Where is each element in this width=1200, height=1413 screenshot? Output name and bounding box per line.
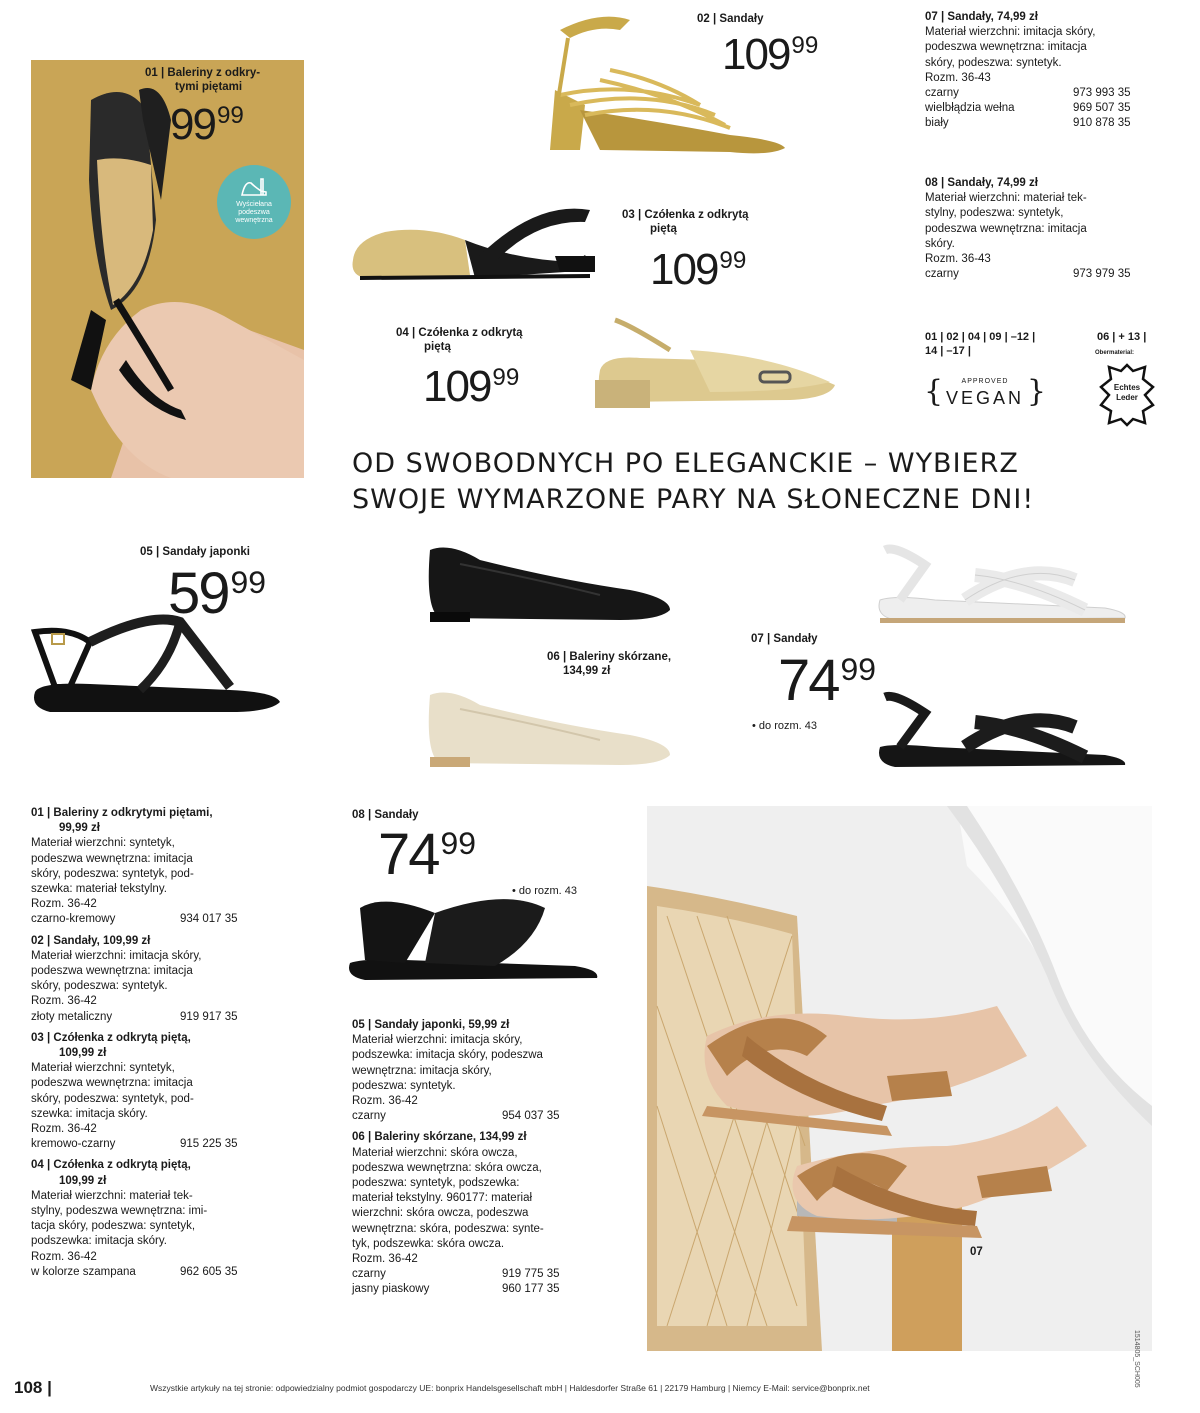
desc-line: szewka: imitacja skóry.	[31, 1107, 148, 1120]
product-07-image-white	[875, 540, 1130, 630]
product-05-label: 05 | Sandały japonki	[140, 546, 250, 558]
variant-color: czarno-kremowy	[31, 913, 116, 926]
product-08-note: • do rozm. 43	[512, 885, 577, 897]
headline-line-1: OD SWOBODNYCH PO ELEGANCKIE – WYBIERZ	[352, 448, 1019, 479]
product-02-price	[722, 30, 819, 79]
desc-line: wierzchni: skóra owcza, podeszwa	[352, 1207, 529, 1220]
product-05-price-main: 59	[168, 561, 229, 626]
variant-row	[925, 116, 1150, 131]
desc-04-price: 109,99 zł	[59, 1174, 107, 1187]
desc-line: tacja skóry, podeszwa: syntetyk,	[31, 1220, 196, 1233]
product-02-label: 02 | Sandały	[697, 13, 764, 25]
product-01-num: 01	[145, 67, 158, 79]
product-04-price	[423, 362, 520, 411]
description-07-top: 07 | Sandały, 74,99 zł Materiał wierzchni: imitacja skóry, podeszwa wewnętrzna: imitacja skóry, podeszwa: syntetyk. Rozm. 36-43 czarny 973 993 35 wielbłądzia wełna 969 507 35 biały 910 878 35	[925, 10, 1150, 132]
footer-legal: Wszystkie artykuły na tej stronie: odpowiedzialny podmiot gospodarczy UE: bonprix Handelsgesellschaft mbH | Haldesdorfer Straße 61 | 22179 Hamburg | Niemcy E-Mail: service@bonprix.net	[150, 1383, 870, 1393]
desc-07-line: podeszwa wewnętrzna: imitacja	[925, 41, 1087, 54]
desc-line: Materiał wierzchni: imitacja skóry,	[352, 1034, 523, 1047]
desc-line: podeszwa wewnętrzna: skóra owcza,	[352, 1161, 542, 1174]
leather-legend-numbers: 06 | + 13 |	[1097, 331, 1147, 343]
variant-row	[31, 912, 256, 927]
variant-color: czarny	[352, 1268, 386, 1281]
product-08-price	[378, 822, 476, 887]
photo-07-illustration	[647, 806, 1152, 1351]
product-03-price-cents: 99	[719, 247, 747, 275]
desc-07-num: 07	[925, 11, 938, 23]
variant-code: 973 993 35	[1073, 87, 1131, 100]
product-08-image	[345, 888, 605, 988]
leather-text-2: Leder	[1116, 393, 1138, 402]
headline	[352, 446, 1034, 518]
desc-03-price: 109,99 zł	[59, 1047, 107, 1060]
desc-02-title: Sandały, 109,99 zł	[53, 934, 151, 947]
vegan-word: VEGAN	[945, 388, 1025, 408]
variant-row	[352, 1282, 602, 1297]
desc-04-num: 04	[31, 1159, 44, 1172]
product-08-num: 08	[352, 809, 365, 821]
product-01-price	[170, 100, 244, 149]
product-07-image-black	[875, 685, 1130, 775]
product-07-num: 07	[751, 633, 764, 645]
description-08-top: 08 | Sandały, 74,99 zł Materiał wierzchni: materiał tek- stylny, podeszwa: syntetyk, podeszwa wewnętrzna: imitacja skóry. Rozm. 36-43 czarny 973 979 35	[925, 176, 1150, 282]
desc-03-title: Czółenka z odkrytą piętą,	[53, 1031, 191, 1044]
product-03-num: 03	[622, 209, 635, 221]
variant-row	[31, 1010, 256, 1025]
product-05-name: Sandały japonki	[162, 546, 250, 558]
product-04-label: 04 | Czółenka z odkrytą piętą	[396, 327, 523, 353]
product-03-price	[650, 245, 747, 294]
product-01-name-1: Baleriny z odkry-	[167, 67, 261, 79]
desc-line: Rozm. 36-42	[352, 1253, 418, 1266]
variant-code: 934 017 35	[180, 913, 238, 926]
variant-color: biały	[925, 117, 949, 130]
desc-05-num: 05	[352, 1019, 365, 1031]
product-04-name-2: piętą	[424, 341, 451, 353]
desc-08-line: Rozm. 36-43	[925, 253, 991, 266]
product-04-price-cents: 99	[492, 364, 520, 392]
variant-code: 910 878 35	[1073, 117, 1131, 130]
product-06-label: 06 | Baleriny skórzane, 134,99 zł	[547, 651, 672, 677]
desc-line: Rozm. 36-42	[31, 1250, 97, 1263]
desc-08-title: Sandały, 74,99 zł	[947, 177, 1038, 189]
variant-color: czarny	[925, 87, 959, 100]
vegan-logo: { } APPROVED VEGAN	[924, 374, 1046, 409]
variant-code: 954 037 35	[502, 1110, 560, 1123]
variant-color: czarny	[352, 1110, 386, 1123]
product-06-name-1: Baleriny skórzane,	[569, 651, 672, 663]
product-02-price-main: 109	[722, 30, 790, 79]
variant-row	[925, 86, 1150, 101]
variant-color: złoty metaliczny	[31, 1010, 113, 1023]
padded-insole-badge	[217, 165, 291, 239]
desc-05-title: Sandały japonki, 59,99 zł	[374, 1019, 510, 1031]
desc-08-num: 08	[925, 177, 938, 189]
product-06-image-black	[420, 540, 675, 630]
desc-line: wewnętrzna: skóra, podeszwa: synte-	[352, 1222, 544, 1235]
variant-color: wielbłądzia wełna	[925, 102, 1015, 115]
leather-icon-text	[1099, 383, 1155, 403]
desc-08-line: skóry.	[925, 237, 955, 250]
product-04-price-main: 109	[423, 362, 491, 411]
variant-color: kremowo-czarny	[31, 1138, 116, 1151]
product-07-price-main: 74	[778, 648, 839, 713]
page-number: 108 |	[14, 1378, 52, 1397]
product-05-price-cents: 99	[230, 563, 266, 600]
variant-row	[925, 267, 1150, 282]
desc-line: Materiał wierzchni: syntetyk,	[31, 837, 175, 850]
desc-line: podeszwa: syntetyk, podszewka:	[352, 1177, 520, 1190]
vegan-approved-small: APPROVED	[961, 378, 1009, 385]
variant-code: 973 979 35	[1073, 268, 1131, 281]
product-08-price-cents: 99	[440, 824, 476, 861]
vegan-legend-numbers	[925, 330, 1035, 358]
desc-line: podszewka: imitacja skóry.	[31, 1235, 167, 1248]
product-04-num: 04	[396, 327, 409, 339]
description-06: 06 | Baleriny skórzane, 134,99 zł Materiał wierzchni: skóra owcza, podeszwa wewnętrzna: skóra owcza, podeszwa: syntetyk, podszewka: materiał tekstylny. 960177: materiał wierzchni: skóra owcza, podeszwa wewnętrzna: skóra, podeszwa: synte- tyk, podszewka: skóra owcza. Rozm. 36-42 czarny 919 775 35 jasny piaskowy 960 177 35	[352, 1130, 602, 1297]
photo-01	[31, 60, 304, 478]
product-03-name-1: Czółenka z odkrytą	[644, 209, 749, 221]
product-07-name: Sandały	[773, 633, 818, 645]
product-01-label: 01 | Baleriny z odkry- tymi piętami	[145, 67, 261, 93]
desc-08-line: stylny, podeszwa: syntetyk,	[925, 207, 1064, 220]
description-column-mid	[352, 1018, 602, 1298]
variant-code: 962 605 35	[180, 1265, 238, 1278]
product-01-price-main: 99	[170, 100, 215, 149]
desc-line: skóry, podeszwa: syntetyk, pod-	[31, 867, 194, 880]
desc-line: Materiał wierzchni: imitacja skóry,	[31, 949, 202, 962]
product-03-name-2: piętą	[650, 223, 677, 235]
product-02-num: 02	[697, 13, 710, 25]
photo-01-illustration	[31, 60, 304, 478]
desc-line: Materiał wierzchni: materiał tek-	[31, 1189, 193, 1202]
product-03-price-main: 109	[650, 245, 718, 294]
desc-line: podeszwa wewnętrzna: imitacja	[31, 852, 193, 865]
desc-line: Rozm. 36-42	[31, 898, 97, 911]
desc-line: podeszwa: syntetyk.	[352, 1079, 456, 1092]
desc-01-price: 99,99 zł	[59, 822, 100, 835]
product-02-price-cents: 99	[791, 32, 819, 60]
product-07-note: • do rozm. 43	[752, 720, 817, 732]
product-03-image	[345, 200, 605, 290]
variant-code: 919 775 35	[502, 1268, 560, 1281]
high-heel-icon	[239, 175, 269, 199]
desc-07-line: Rozm. 36-43	[925, 71, 991, 84]
product-04-image	[590, 310, 840, 410]
desc-line: podeszwa wewnętrzna: imitacja	[31, 1077, 193, 1090]
product-08-price-main: 74	[378, 822, 439, 887]
desc-07-line: Materiał wierzchni: imitacja skóry,	[925, 26, 1096, 39]
desc-line: podszewka: imitacja skóry, podeszwa	[352, 1049, 543, 1062]
product-07-price-cents: 99	[840, 650, 876, 687]
variant-color: w kolorze szampana	[31, 1265, 136, 1278]
product-07-price	[778, 648, 876, 713]
variant-color: czarny	[925, 268, 959, 281]
desc-06-title: Baleriny skórzane, 134,99 zł	[374, 1131, 527, 1144]
product-08-name: Sandały	[374, 809, 419, 821]
description-column-left	[31, 806, 256, 1280]
product-01-price-cents: 99	[216, 102, 244, 130]
product-08-label: 08 | Sandały	[352, 809, 419, 821]
product-01-name-2: tymi piętami	[175, 81, 243, 93]
description-05: 05 | Sandały japonki, 59,99 zł Materiał wierzchni: imitacja skóry, podszewka: imitacja skóry, podeszwa wewnętrzna: imitacja skóry, podeszwa: syntetyk. Rozm. 36-42 czarny 954 037 35	[352, 1018, 602, 1124]
desc-08-line: podeszwa wewnętrzna: imitacja	[925, 222, 1087, 235]
variant-code: 969 507 35	[1073, 102, 1131, 115]
product-03-label: 03 | Czółenka z odkrytą piętą	[622, 209, 749, 235]
side-code: 1514805_SCH005	[1133, 1330, 1140, 1388]
description-02: 02 | Sandały, 109,99 zł Materiał wierzchni: imitacja skóry, podeszwa wewnętrzna: imitacja skóry, podeszwa: syntetyk. Rozm. 36-42 złoty metaliczny 919 917 35	[31, 934, 256, 1025]
description-04: 04 | Czółenka z odkrytą piętą, 109,99 zł Materiał wierzchni: materiał tek- stylny, podeszwa wewnętrzna: imi- tacja skóry, podeszwa: syntetyk, podszewka: imitacja skóry. Rozm. 36-42 w kolorze szampana 962 605 35	[31, 1158, 256, 1280]
product-06-image-beige	[420, 685, 675, 775]
photo-07-label: 07	[970, 1246, 983, 1258]
desc-line: stylny, podeszwa wewnętrzna: imi-	[31, 1205, 208, 1218]
desc-01-num: 01	[31, 807, 44, 819]
desc-line: skóry, podeszwa: syntetyk.	[31, 980, 168, 993]
product-04-name-1: Czółenka z odkrytą	[418, 327, 523, 339]
desc-line: szewka: materiał tekstylny.	[31, 883, 167, 896]
variant-code: 919 917 35	[180, 1010, 238, 1023]
variant-row	[31, 1265, 256, 1280]
desc-04-title: Czółenka z odkrytą piętą,	[53, 1159, 191, 1172]
desc-line: Rozm. 36-42	[31, 1123, 97, 1136]
product-06-num: 06	[547, 651, 560, 663]
badge-text: Wyściełana podeszwa wewnętrzna	[235, 201, 273, 224]
variant-row	[31, 1137, 256, 1152]
product-02-name: Sandały	[719, 13, 764, 25]
variant-code: 960 177 35	[502, 1283, 560, 1296]
leather-caption: Obermaterial:	[1095, 350, 1135, 356]
desc-line: Rozm. 36-42	[31, 995, 97, 1008]
leather-text-1: Echtes	[1113, 383, 1141, 392]
desc-07-line: skóry, podeszwa: syntetyk.	[925, 56, 1062, 69]
variant-row	[925, 101, 1150, 116]
desc-01-title: Baleriny z odkrytymi piętami,	[53, 807, 213, 819]
desc-line: skóry, podeszwa: syntetyk, pod-	[31, 1092, 194, 1105]
desc-07-title: Sandały, 74,99 zł	[947, 11, 1038, 23]
desc-line: tyk, podszewka: skóra owcza.	[352, 1237, 505, 1250]
description-01: 01 | Baleriny z odkrytymi piętami, 99,99 zł Materiał wierzchni: syntetyk, podeszwa wewnętrzna: imitacja skóry, podeszwa: syntetyk, pod- szewka: materiał tekstylny. Rozm. 36-42 czarno-kremowy 934 017 35	[31, 806, 256, 928]
headline-line-2: SWOJE WYMARZONE PARY NA SŁONECZNE DNI!	[352, 484, 1035, 515]
product-07-label: 07 | Sandały	[751, 633, 818, 645]
desc-06-num: 06	[352, 1131, 365, 1144]
product-06-name-2: 134,99 zł	[563, 665, 611, 677]
desc-02-num: 02	[31, 934, 44, 947]
desc-line: Materiał wierzchni: skóra owcza,	[352, 1146, 518, 1159]
desc-line: Rozm. 36-42	[352, 1095, 418, 1108]
product-05-num: 05	[140, 546, 153, 558]
variant-row	[352, 1267, 602, 1282]
variant-color: jasny piaskowy	[352, 1283, 430, 1296]
desc-03-num: 03	[31, 1031, 44, 1044]
vegan-nums-1: 01 | 02 | 04 | 09 | –12 |	[925, 331, 1036, 343]
desc-line: materiał tekstylny. 960177: materiał	[352, 1192, 533, 1205]
vegan-nums-2: 14 | –17 |	[925, 345, 971, 357]
product-05-image	[30, 612, 290, 722]
page-number-value: 108	[14, 1378, 43, 1397]
desc-08-line: Materiał wierzchni: materiał tek-	[925, 192, 1087, 205]
variant-row	[352, 1109, 602, 1124]
variant-code: 915 225 35	[180, 1138, 238, 1151]
desc-line: Materiał wierzchni: syntetyk,	[31, 1062, 175, 1075]
description-03: 03 | Czółenka z odkrytą piętą, 109,99 zł Materiał wierzchni: syntetyk, podeszwa wewnętrzna: imitacja skóry, podeszwa: syntetyk, pod- szewka: imitacja skóry. Rozm. 36-42 kremowo-czarny 915 225 35	[31, 1031, 256, 1153]
photo-07	[647, 806, 1152, 1351]
desc-line: wewnętrzna: imitacja skóry,	[352, 1064, 492, 1077]
desc-line: podeszwa wewnętrzna: imitacja	[31, 965, 193, 978]
